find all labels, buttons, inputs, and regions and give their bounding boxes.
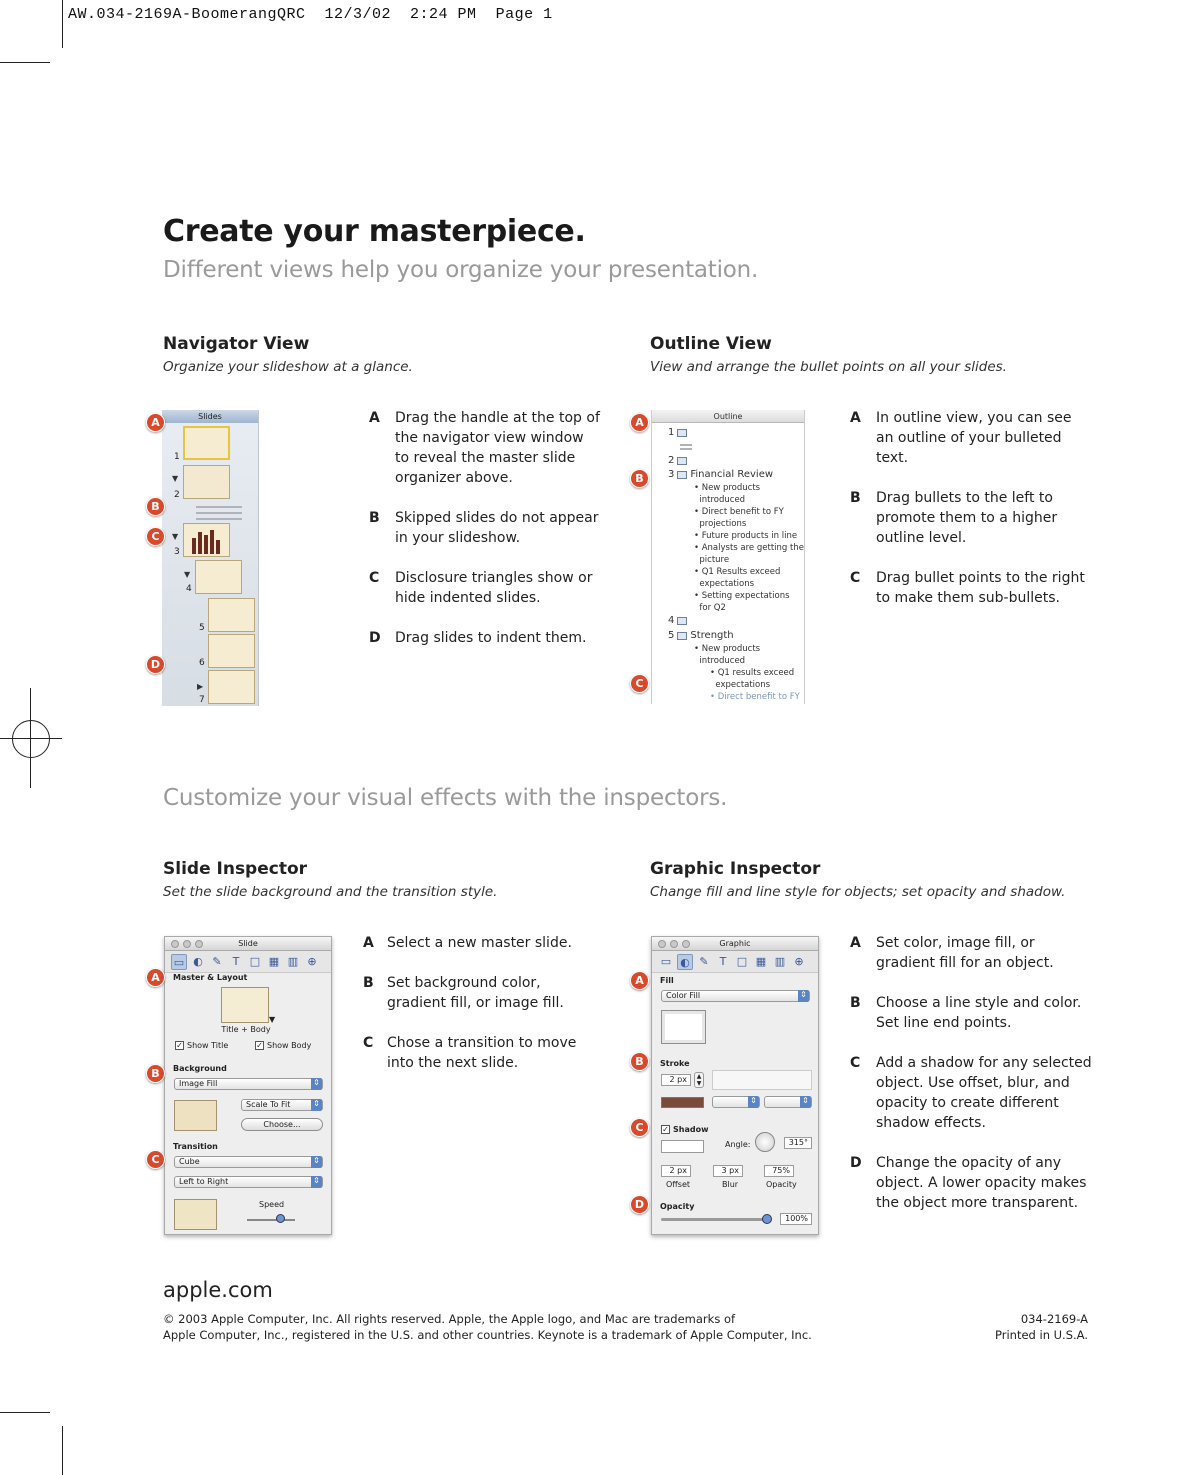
outline-desc: View and arrange the bullet points on all your slides. — [650, 359, 1007, 375]
table-icon[interactable]: ▦ — [268, 954, 280, 968]
slide-number: 7 — [199, 695, 205, 705]
skipped-slide[interactable] — [196, 512, 242, 514]
legal-line-2: Apple Computer, Inc., registered in the U.S. and other countries. Keynote is a trademark of Apple Computer, Inc. — [163, 1328, 812, 1342]
slide-inspector-steps — [363, 933, 603, 1093]
step-item: C Disclosure triangles show or hide indented slides. — [369, 570, 593, 606]
window-title: Graphic — [719, 939, 751, 948]
text-inspector-icon[interactable]: T — [719, 954, 727, 968]
crop-mark — [62, 0, 63, 48]
zoom-icon[interactable]: ⊕ — [307, 954, 317, 968]
crop-mark — [0, 62, 50, 63]
chevron-down-icon[interactable]: ▼ — [269, 1015, 276, 1024]
slide-number: 6 — [199, 658, 205, 668]
transition-select[interactable]: Cube ⇕ — [174, 1156, 323, 1168]
chart-icon[interactable]: ▥ — [774, 954, 786, 968]
outline-bullet[interactable]: • New products introduced — [694, 483, 761, 505]
slide-inspector-window[interactable] — [164, 936, 332, 1235]
slide-number: 4 — [186, 584, 192, 594]
direction-select[interactable]: Left to Right ⇕ — [174, 1176, 323, 1188]
stroke-style-box[interactable] — [712, 1070, 812, 1090]
background-image-well[interactable] — [174, 1100, 217, 1131]
speed-slider-thumb[interactable] — [276, 1214, 285, 1223]
outline-row[interactable]: 5 Strength — [668, 630, 734, 641]
stroke-color-well[interactable] — [661, 1097, 704, 1108]
step-item: B Set background color, gradient fill, or image fill. — [363, 975, 564, 1011]
step-item: B Skipped slides do not appear in your slideshow. — [369, 510, 599, 546]
graphic-inspector-steps — [850, 933, 1092, 1233]
background-label: Background — [173, 1064, 227, 1073]
build-icon[interactable]: □ — [249, 954, 261, 968]
offset-field[interactable]: 2 px — [661, 1165, 691, 1177]
step-item: B Drag bullets to the left to promote them to a higher outline level. — [850, 490, 1058, 546]
step-item: D Change the opacity of any object. A lower opacity makes the object more transparent. — [850, 1155, 1087, 1211]
fill-color-well[interactable] — [661, 1010, 706, 1044]
shadow-color-well[interactable] — [661, 1140, 704, 1153]
legal-line-1: © 2003 Apple Computer, Inc. All rights reserved. Apple, the Apple logo, and Mac are trademarks of — [163, 1312, 736, 1326]
step-item: A Drag the handle at the top of the navigator view window to reveal the master slide organizer above. — [369, 410, 600, 486]
step-item: A Set color, image fill, or gradient fill for an object. — [850, 935, 1054, 971]
master-thumbnail[interactable] — [221, 987, 269, 1023]
window-title: Slide — [238, 939, 258, 948]
callout-badge: A — [146, 413, 165, 432]
disclosure-triangle-icon[interactable]: ▼ — [172, 474, 179, 483]
outline-panel-title: Outline — [652, 410, 804, 423]
graphic-inspector-icon[interactable]: ◐ — [193, 954, 203, 968]
crop-mark — [62, 1426, 63, 1475]
slide-number: 5 — [199, 623, 205, 633]
callout-badge: A — [630, 413, 649, 432]
navigator-steps — [369, 408, 601, 668]
shadow-checkbox[interactable]: ✓ Shadow — [662, 1125, 709, 1134]
page-title: Create your masterpiece. — [163, 214, 586, 249]
window-buttons[interactable] — [658, 940, 690, 948]
callout-badge: B — [630, 1052, 649, 1071]
transition-label: Transition — [173, 1142, 218, 1151]
shadow-opacity-label: Opacity — [766, 1180, 797, 1189]
outline-bullet[interactable]: • Setting expectations for Q2 — [694, 591, 790, 613]
line-start-select[interactable] — [712, 1096, 760, 1108]
show-body-checkbox[interactable]: ✓ Show Body — [256, 1041, 312, 1050]
step-item: C Add a shadow for any selected object. Use offset, blur, and opacity to create different shadow effects. — [850, 1055, 1092, 1131]
opacity-field[interactable]: 100% — [780, 1213, 812, 1225]
slide-icon — [677, 457, 687, 465]
disclosure-triangle-icon[interactable]: ▶ — [197, 682, 204, 691]
slide-icon — [677, 471, 687, 479]
callout-badge: D — [630, 1195, 649, 1214]
slide-thumbnail[interactable] — [183, 465, 230, 499]
build-icon[interactable]: □ — [736, 954, 748, 968]
slide-icon — [677, 617, 687, 625]
slide-thumbnail[interactable] — [208, 670, 255, 704]
callout-badge: B — [146, 1064, 165, 1083]
callout-badge: A — [146, 968, 165, 987]
slide-thumbnail[interactable] — [195, 560, 242, 594]
outline-steps — [850, 408, 1090, 628]
outline-bullet[interactable]: • Q1 results exceed expectations — [710, 668, 795, 690]
crop-mark — [0, 1412, 50, 1413]
slide-inspector-desc: Set the slide background and the transition style. — [163, 884, 498, 900]
metrics-icon[interactable]: ✎ — [699, 954, 709, 968]
callout-badge: D — [146, 655, 165, 674]
outline-bullet[interactable]: • Q1 Results exceed expectations — [694, 567, 781, 589]
outline-bullet[interactable]: • Direct benefit to FY — [710, 692, 800, 702]
navigator-panel-title: Slides — [162, 410, 258, 423]
callout-badge: C — [146, 527, 165, 546]
stroke-label: Stroke — [660, 1059, 690, 1068]
outline-bullet[interactable]: • New products introduced — [694, 644, 761, 666]
offset-label: Offset — [666, 1180, 691, 1189]
outline-panel[interactable] — [651, 410, 805, 704]
step-item: C Drag bullet points to the right to make them sub-bullets. — [850, 570, 1085, 606]
master-layout-label: Master & Layout — [173, 973, 248, 982]
callout-badge: B — [146, 497, 165, 516]
slide-thumbnail[interactable] — [183, 426, 230, 460]
skipped-slide[interactable] — [196, 506, 242, 508]
outline-bullet[interactable]: • Future products in line — [694, 531, 798, 541]
step-item: A Select a new master slide. — [363, 935, 572, 951]
skipped-slide — [680, 444, 692, 446]
step-item: A In outline view, you can see an outline of your bulleted text. — [850, 410, 1072, 466]
slide-thumbnail[interactable] — [208, 634, 255, 668]
slide-number: 1 — [174, 452, 180, 462]
text-inspector-icon[interactable]: T — [232, 954, 240, 968]
choose-button[interactable]: Choose... — [241, 1118, 323, 1131]
show-title-checkbox[interactable]: ✓ Show Title — [176, 1041, 229, 1050]
shadow-opacity-field[interactable]: 75% — [764, 1165, 794, 1177]
callout-badge: B — [630, 469, 649, 488]
graphic-inspector-heading: Graphic Inspector — [650, 859, 821, 879]
slide-thumbnail[interactable] — [183, 523, 230, 557]
window-buttons[interactable] — [171, 940, 203, 948]
angle-label: Angle: — [725, 1140, 751, 1149]
chart-icon[interactable]: ▥ — [287, 954, 299, 968]
inspector-toolbar[interactable] — [165, 951, 331, 973]
skipped-slide[interactable] — [196, 518, 242, 520]
outline-row[interactable]: 3 Financial Review — [668, 469, 774, 480]
step-item: B Choose a line style and color. Set line end points. — [850, 995, 1082, 1031]
stepper-icon[interactable]: ▲ ▼ — [694, 1072, 704, 1088]
slide-number: 3 — [174, 547, 180, 557]
slide-icon — [677, 429, 687, 437]
angle-dial[interactable] — [755, 1132, 775, 1152]
slide-inspector-icon[interactable]: ▭ — [171, 954, 187, 970]
step-item: D Drag slides to indent them. — [369, 630, 587, 646]
slide-icon — [677, 632, 687, 640]
opacity-slider-thumb[interactable] — [762, 1214, 772, 1224]
transition-preview — [174, 1199, 217, 1230]
master-name: Title + Body — [221, 1025, 271, 1034]
outline-row[interactable]: 2 — [668, 455, 690, 466]
callout-badge: C — [630, 1118, 649, 1137]
site-url[interactable]: apple.com — [163, 1278, 273, 1302]
speed-slider[interactable] — [247, 1219, 295, 1221]
blur-field[interactable]: 3 px — [713, 1165, 743, 1177]
zoom-icon[interactable]: ⊕ — [794, 954, 804, 968]
printed-in: Printed in U.S.A. — [995, 1328, 1088, 1342]
graphic-inspector-icon[interactable]: ◐ — [677, 954, 693, 970]
disclosure-triangle-icon[interactable]: ▼ — [172, 532, 179, 541]
bar-chart-thumbnail — [184, 524, 229, 556]
stroke-width-field[interactable]: 2 px — [661, 1074, 691, 1086]
skipped-slide — [680, 448, 692, 450]
inspectors-subtitle: Customize your visual effects with the inspectors. — [163, 785, 728, 811]
outline-bullet[interactable]: • Analysts are getting the picture — [694, 543, 804, 565]
slide-inspector-heading: Slide Inspector — [163, 859, 308, 879]
registration-circle — [12, 720, 50, 758]
callout-badge: A — [630, 971, 649, 990]
table-icon[interactable]: ▦ — [755, 954, 767, 968]
outline-row[interactable]: 4 — [668, 615, 690, 626]
fill-select[interactable]: Color Fill ⇕ — [661, 990, 810, 1002]
slide-number: 2 — [174, 490, 180, 500]
line-end-select[interactable] — [764, 1096, 812, 1108]
slide-inspector-icon[interactable]: ▭ — [660, 954, 672, 968]
navigator-desc: Organize your slideshow at a glance. — [163, 359, 413, 375]
step-item: C Chose a transition to move into the next slide. — [363, 1035, 577, 1071]
graphic-inspector-window[interactable] — [651, 936, 819, 1235]
print-slug: AW.034-2169A-BoomerangQRC 12/3/02 2:24 PM Page 1 — [68, 6, 553, 23]
opacity-label: Opacity — [660, 1202, 695, 1211]
scale-select[interactable]: Scale To Fit ⇕ — [241, 1099, 323, 1111]
callout-badge: C — [146, 1150, 165, 1169]
disclosure-triangle-icon[interactable]: ▼ — [184, 570, 191, 579]
inspector-toolbar[interactable] — [652, 951, 818, 973]
outline-row[interactable]: 1 — [668, 427, 690, 438]
fill-label: Fill — [660, 976, 674, 985]
outline-heading: Outline View — [650, 334, 772, 354]
page-subtitle: Different views help you organize your presentation. — [163, 257, 759, 283]
navigator-heading: Navigator View — [163, 334, 310, 354]
angle-field[interactable]: 315° — [784, 1137, 812, 1149]
callout-badge: C — [630, 674, 649, 693]
opacity-slider[interactable] — [661, 1218, 771, 1221]
background-select[interactable]: Image Fill ⇕ — [174, 1078, 323, 1090]
speed-label: Speed — [259, 1200, 285, 1209]
metrics-icon[interactable]: ✎ — [212, 954, 222, 968]
slide-thumbnail[interactable] — [208, 598, 255, 632]
outline-bullet[interactable]: • Direct benefit to FY projections — [694, 507, 784, 529]
part-number: 034-2169-A — [1020, 1312, 1088, 1326]
blur-label: Blur — [722, 1180, 739, 1189]
graphic-inspector-desc: Change fill and line style for objects; set opacity and shadow. — [650, 884, 1066, 900]
navigator-panel[interactable] — [162, 410, 259, 706]
